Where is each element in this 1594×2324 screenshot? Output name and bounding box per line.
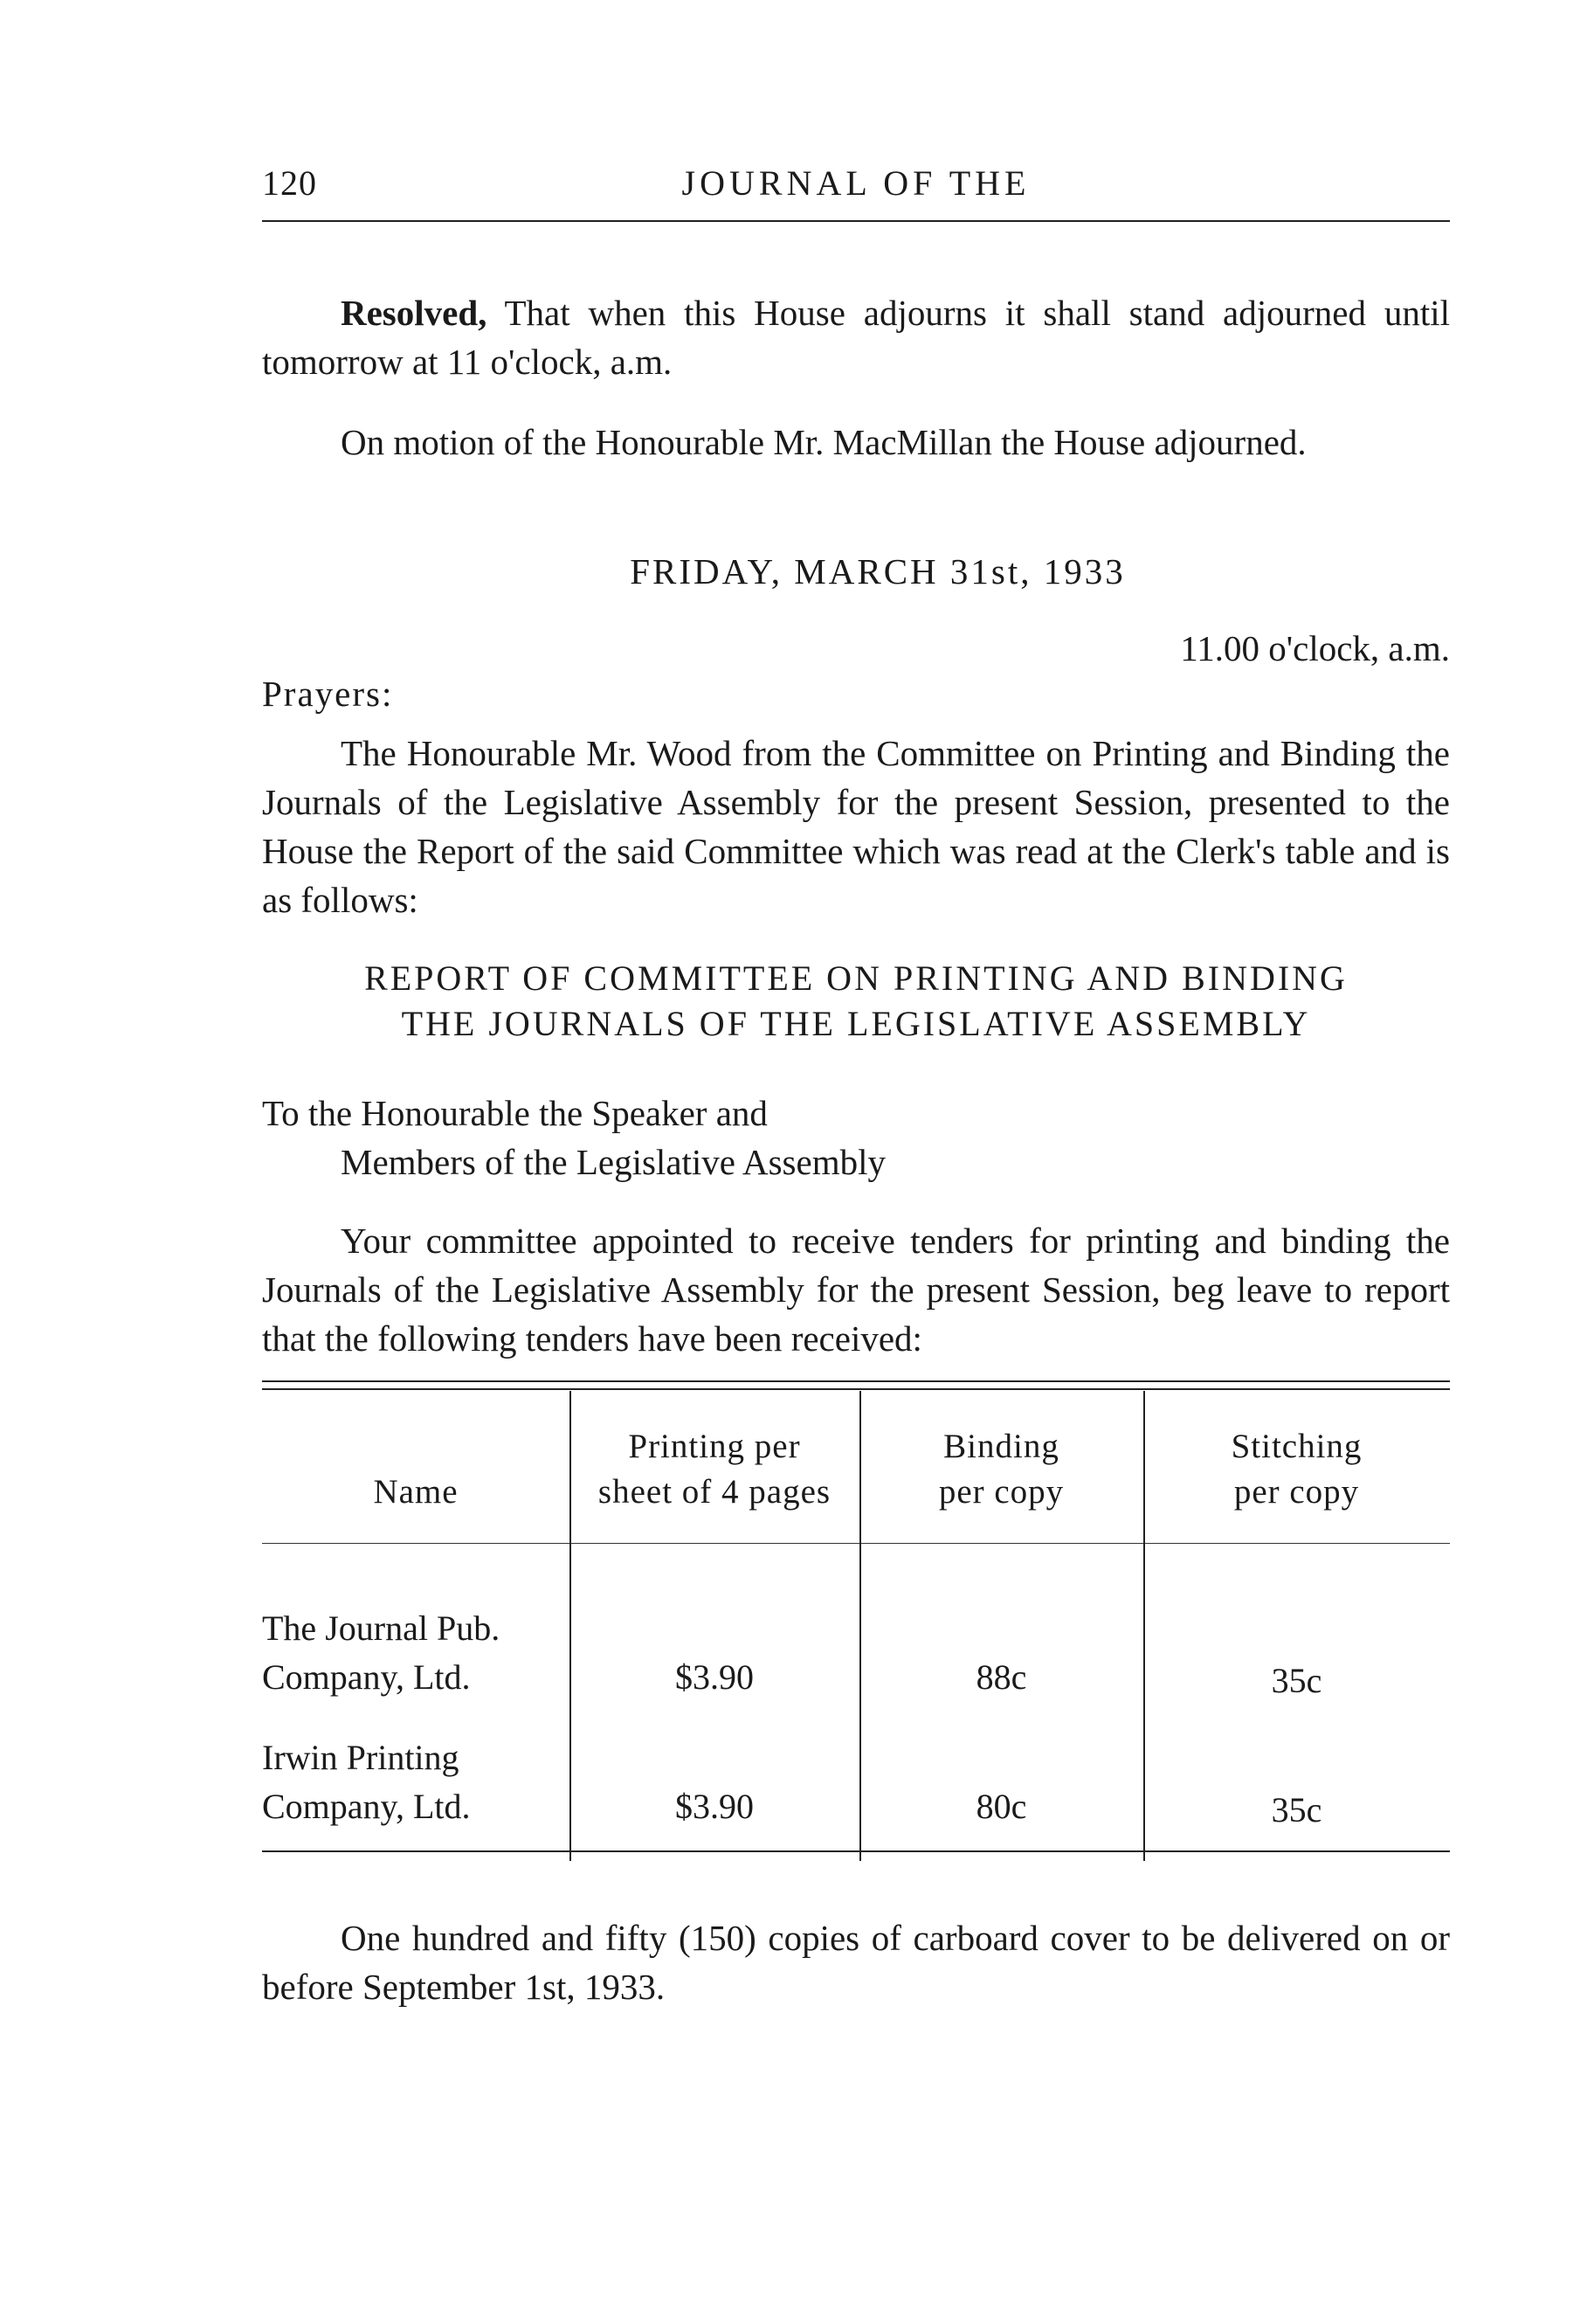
row-binding-price: 80c <box>976 1787 1027 1826</box>
header-binding-line1: Binding <box>943 1428 1059 1465</box>
resolved-paragraph <box>262 288 1450 386</box>
table-bottom-rule <box>262 1850 1450 1852</box>
running-head <box>262 163 1450 206</box>
header-name: Name <box>373 1473 459 1511</box>
header-stitching <box>1143 1424 1450 1515</box>
adjourn-motion: On motion of the Honourable Mr. MacMillan the House adjourned. <box>341 422 1307 462</box>
resolved-lead: Resolved, <box>341 293 487 333</box>
report-address <box>262 1089 886 1186</box>
header-binding <box>859 1424 1143 1515</box>
header-stitching-line1: Stitching <box>1231 1428 1363 1465</box>
report-heading-line2: THE JOURNALS OF THE LEGISLATIVE ASSEMBLY <box>401 1004 1311 1043</box>
resolved-text: That when this House adjourns it shall stand adjourned until tomorrow at 11 o'clock, a.m. <box>262 293 1450 382</box>
report-heading <box>262 956 1450 1047</box>
header-printing-line2: sheet of 4 pages <box>597 1473 832 1511</box>
header-stitching-line2: per copy <box>1233 1473 1360 1511</box>
page-number: 120 <box>262 163 317 203</box>
table-top-rule <box>262 1380 1450 1382</box>
journal-title: JOURNAL OF THE <box>681 163 1031 203</box>
row-stitching-price: 35c <box>1271 1790 1322 1829</box>
closing-paragraph: One hundred and fifty (150) copies of carboard cover to be delivered on or before September 1st, 1933. <box>262 1918 1450 2007</box>
prayers-label: Prayers: <box>262 674 394 714</box>
row-name-line2: Company, Ltd. <box>262 1657 471 1697</box>
sitting-time: 11.00 o'clock, a.m. <box>1180 628 1450 668</box>
address-line1: To the Honourable the Speaker and <box>262 1093 768 1133</box>
row-name-line1: The Journal Pub. <box>262 1608 500 1648</box>
sitting-date: FRIDAY, MARCH 31st, 1933 <box>630 551 1126 591</box>
row-stitching-price: 35c <box>1271 1661 1322 1700</box>
header-printing-line1: Printing per <box>628 1428 801 1465</box>
committee-intro-paragraph: The Honourable Mr. Wood from the Committee on Printing and Binding the Journals of the Legislative Assembly for the present Session, presented to the House the Report of the said Committee which was read at the Clerk's table and is as follows: <box>262 733 1450 920</box>
report-heading-line1: REPORT OF COMMITTEE ON PRINTING AND BINDING <box>364 958 1348 998</box>
table-row-name <box>262 1733 569 1831</box>
header-rule <box>262 220 1450 222</box>
tenders-table <box>262 1380 1450 1861</box>
address-line2: Members of the Legislative Assembly <box>341 1142 886 1182</box>
row-name-line1: Irwin Printing <box>262 1738 459 1777</box>
row-binding-price: 88c <box>976 1657 1027 1697</box>
row-name-line2: Company, Ltd. <box>262 1787 471 1826</box>
header-binding-line2: per copy <box>938 1473 1065 1511</box>
row-printing-price: $3.90 <box>675 1657 754 1697</box>
header-printing <box>569 1424 859 1515</box>
table-header-rule <box>262 1543 1450 1544</box>
table-row-name <box>262 1604 569 1702</box>
report-body-paragraph: Your committee appointed to receive tenders for printing and binding the Journals of the Legislative Assembly for the present Session, beg leave to report that the following tenders have been received: <box>262 1221 1450 1359</box>
table-top-rule-double <box>262 1388 1450 1390</box>
row-printing-price: $3.90 <box>675 1787 754 1826</box>
